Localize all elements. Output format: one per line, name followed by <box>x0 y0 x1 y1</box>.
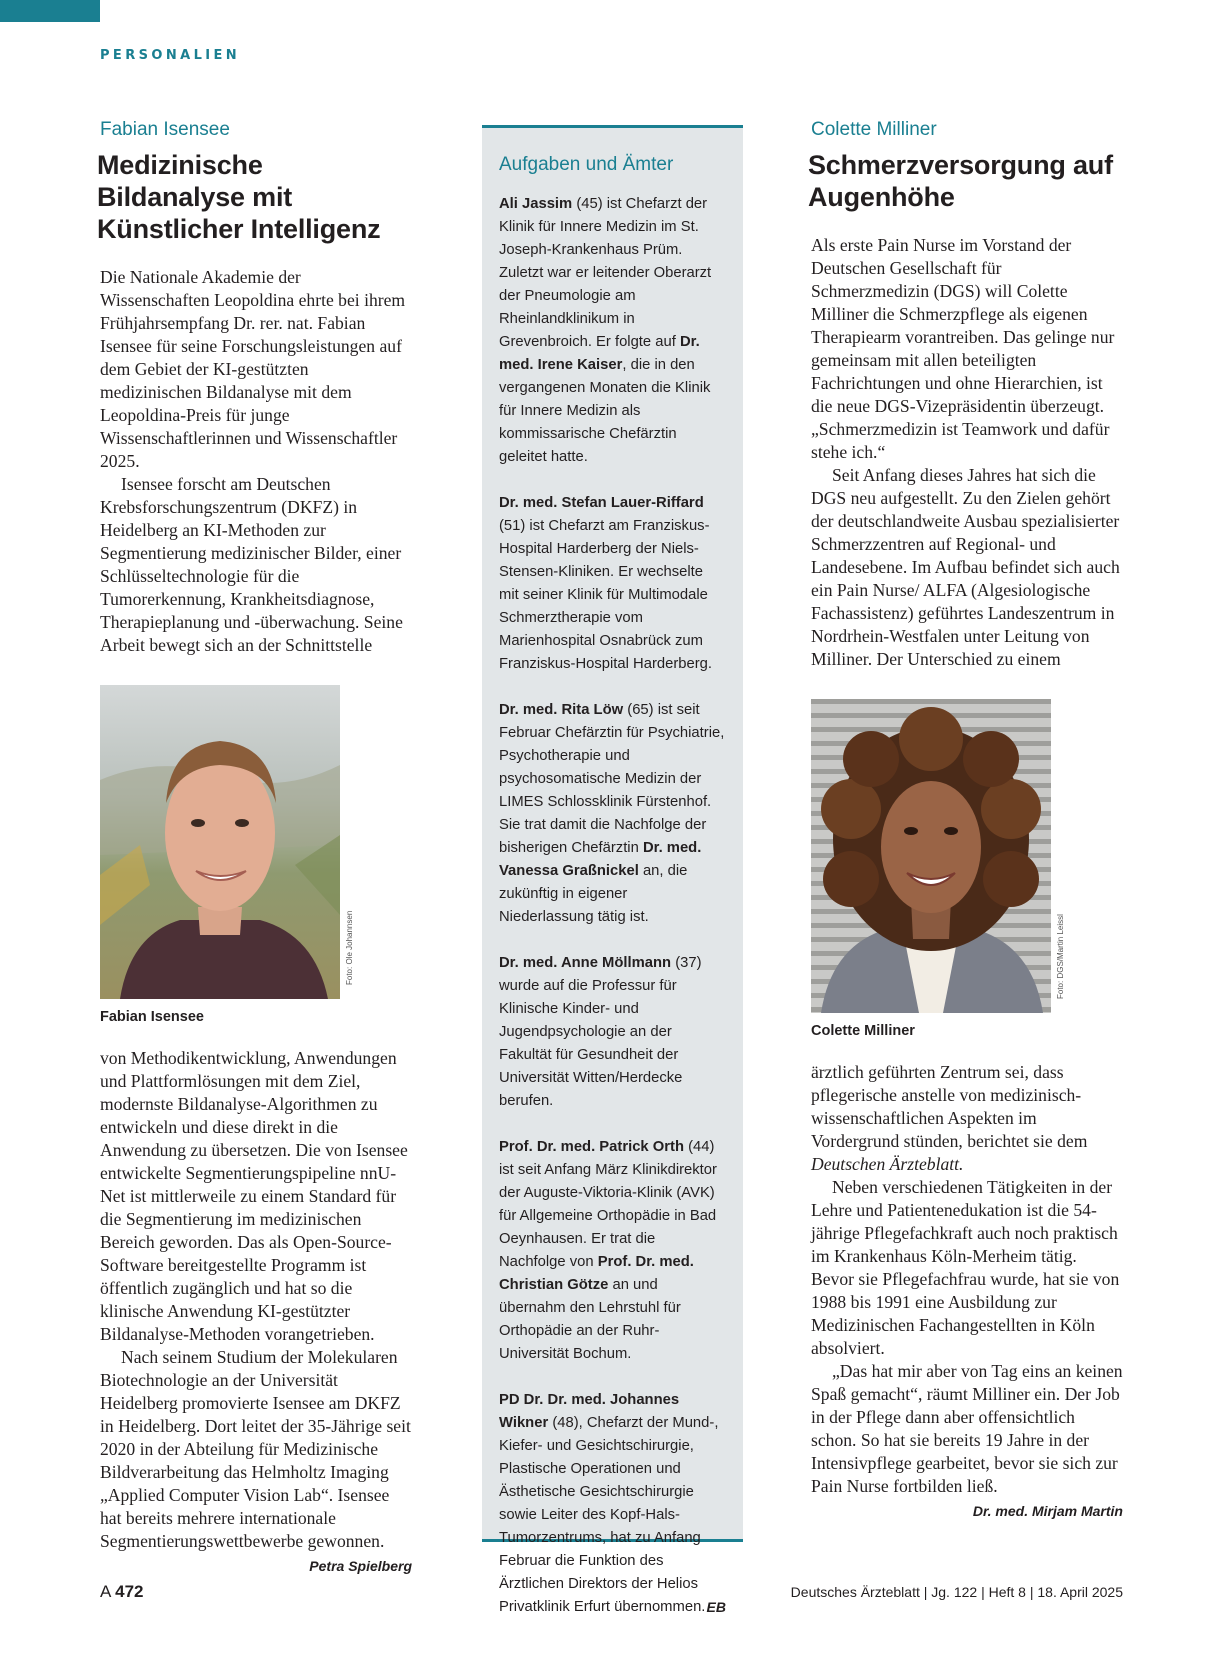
person-name: PD Dr. Dr. med. Johannes Wikner <box>499 1392 680 1431</box>
person-name: Prof. Dr. med. Patrick Orth <box>499 1139 685 1155</box>
portrait-photo <box>811 699 1051 1013</box>
article-milliner <box>808 118 1123 1523</box>
appointment-entry <box>499 1389 726 1619</box>
article-body <box>811 234 1123 671</box>
entry-text: (48), Chefarzt der Mund-, Kiefer- und Gesichtschirurgie, Plastische Operationen und Ästhetische Gesichtschirurgie sowie Leiter des Kopf-Hals-Tumorzentrums, hat zu Anfang Februar die Funktion des Ärztlichen Direktors der Helios Privatklinik Erfurt übernommen. <box>499 1415 719 1615</box>
article-body-continued <box>100 1047 412 1574</box>
photo-credit: Foto: DGS/Martin Leissl <box>1056 914 1065 999</box>
sidebar-box <box>482 125 743 1615</box>
person-name: Dr. med. Irene Kaiser <box>499 334 700 373</box>
entry-text: , die in den vergangenen Monaten die Klinik für Innere Medizin als kommissarische Chefärztin geleitet hatte. <box>499 357 711 465</box>
person-name: Ali Jassim <box>499 196 573 212</box>
paragraph <box>811 1061 1123 1176</box>
appointment-entry <box>499 1136 726 1366</box>
photo-block <box>100 685 412 999</box>
appointment-entry <box>499 193 726 469</box>
paragraph: Als erste Pain Nurse im Vorstand der Deutschen Gesellschaft für Schmerzmedizin (DGS) will Colette Milliner die Schmerzpflege als eigenen Therapiearm vorantreiben. Das gelinge nur gemeinsam mit allen beteiligten Fachrichtungen und ohne Hierarchien, ist die neue DGS-Vizepräsidentin überzeugt. „Schmerzmedizin ist Teamwork und dafür stehe ich.“ <box>811 235 1115 462</box>
page-number-value: 472 <box>115 1582 144 1601</box>
entry-text: (44) ist seit Anfang März Klinikdirektor der Auguste-Viktoria-Klinik (AVK) für Allgemeine Orthopädie in Bad Oeynhausen. Er trat die Nachfolge von <box>499 1139 717 1270</box>
person-name: Dr. med. Rita Löw <box>499 702 624 718</box>
author-byline: EB <box>706 1599 726 1615</box>
portrait-photo <box>100 685 340 999</box>
person-name: Prof. Dr. med. Christian Götze <box>499 1254 694 1293</box>
paragraph <box>100 1346 412 1574</box>
paragraph: Neben verschiedenen Tätigkeiten in der Lehre und Patientenedukation ist die 54-jährige Pflegefachkraft auch noch praktisch im Krankenhaus Köln-Merheim tätig. Bevor sie Pflegefachfrau wurde, hat sie von 1988 bis 1991 eine Ausbildung zur Medizinischen Fachangestellten in Köln absolviert. <box>811 1177 1120 1358</box>
appointment-entry <box>499 952 726 1113</box>
journal-info: Deutsches Ärzteblatt | Jg. 122 | Heft 8 | 18. April 2025 <box>790 1584 1123 1600</box>
entry-text: (65) ist seit Februar Chefärztin für Psychiatrie, Psychotherapie und psychosomatische Medizin der LIMES Schlossklinik Fürstenhof. Sie trat damit die Nachfolge der bisherigen Chefärztin <box>499 702 725 856</box>
paragraph-text: ärztlich geführten Zentrum sei, dass pflegerische anstelle von medizinisch-wissenschaftlichen Aspekten im Vordergrund stünden, berichtet sie dem <box>811 1062 1088 1151</box>
appointment-entry <box>499 699 726 929</box>
entry-text: (37) wurde auf die Professur für Klinische Kinder- und Jugendpsychologie an der Fakultät für Gesundheit der Universität Witten/Herdecke berufen. <box>499 955 702 1109</box>
author-byline: Dr. med. Mirjam Martin <box>972 1503 1123 1519</box>
person-name: Dr. med. Vanessa Graßnickel <box>499 840 702 879</box>
photo-credit: Foto: Ole Johannsen <box>345 910 354 985</box>
photo-caption: Colette Milliner <box>811 1023 915 1039</box>
paragraph: Isensee forscht am Deutschen Krebsforschungszentrum (DKFZ) in Heidelberg an KI-Methoden zur Segmentierung medizinischer Bilder, einer Schlüsseltechnologie für die Tumorerkennung, Krankheitsdiagnose, Therapieplanung und -überwachung. Seine Arbeit bewegt sich an der Schnittstelle <box>100 474 403 655</box>
appointment-entry <box>499 492 726 676</box>
paragraph: von Methodikentwicklung, Anwendungen und Plattformlösungen mit dem Ziel, modernste Bildanalyse-Algorithmen zu entwickeln und diese direkt in die Anwendung zu übersetzen. Die von Isensee entwickelte Segmentierungspipeline nnU-Net ist mittlerweile zu einem Standard für die Segmentierung im medizinischen Bereich geworden. Das als Open-Source-Software bereitgestellte Programm ist öffentlich zugänglich und hat so die klinische Anwendung KI-gestützter Bildanalyse-Methoden vorangetrieben. <box>100 1048 408 1344</box>
person-name: Dr. med. Stefan Lauer-Riffard <box>499 495 704 511</box>
paragraph-text: Nach seinem Studium der Molekularen Biotechnologie an der Universität Heidelberg promovierte Isensee am DKFZ in Heidelberg. Dort leitet der 35-Jährige seit 2020 in der Abteilung für Medizinische Bildverarbeitung das Helmholtz Imaging „Applied Computer Vision Lab“. Isensee hat bereits mehrere internationale Segmentierungswettbewerbe gewonnen. <box>100 1347 411 1551</box>
article-headline: Schmerzversorgung auf Augenhöhe <box>808 150 1113 212</box>
paragraph: Seit Anfang dieses Jahres hat sich die DGS neu aufgestellt. Zu den Zielen gehört der deutschlandweite Ausbau spezialisierter Schmerzzentren auf Regional- und Landesebene. Im Aufbau befindet sich auch ein Pain Nurse/ ALFA (Algesiologische Fachassistenz) geführtes Landeszentrum in Nordrhein-Westfalen unter Leitung von Milliner. Der Unterschied zu einem <box>811 465 1120 669</box>
article-body <box>100 266 412 657</box>
article-headline: Medizinische Bildanalyse mit Künstlicher Intelligenz <box>97 150 381 244</box>
article-body-continued <box>811 1061 1123 1519</box>
article-kicker: Colette Milliner <box>811 119 937 140</box>
person-name: Dr. med. Anne Möllmann <box>499 955 672 971</box>
entry-text: (45) ist Chefarzt der Klinik für Innere Medizin im St. Joseph-Krankenhaus Prüm. Zuletzt war er leitender Oberarzt der Pneumologie am Rheinlandklinikum in Grevenbroich. Er folgte auf <box>499 196 712 350</box>
paragraph-text: „Das hat mir aber von Tag eins an keinen Spaß gemacht“, räumt Milliner ein. Der Job in der Pflege dann aber offensichtlich schon. So hat sie bereits 19 Jahre in der Intensivpflege gearbeitet, bevor sie sich zur Pain Nurse fortbilden ließ. <box>811 1361 1123 1496</box>
article-isensee <box>97 118 412 1578</box>
photo-block <box>811 699 1123 1013</box>
author-byline: Petra Spielberg <box>309 1558 412 1574</box>
entry-text: an und übernahm den Lehrstuhl für Orthopädie an der Ruhr-Universität Bochum. <box>499 1277 681 1362</box>
accent-bar <box>0 0 100 22</box>
entry-text: (51) ist Chefarzt am Franziskus-Hospital Harderberg der Niels-Stensen-Kliniken. Er wechselte mit seiner Klinik für Multimodale Schmerztherapie vom Marienhospital Osnabrück zum Franziskus-Hospital Harderberg. <box>499 518 712 672</box>
publication-name: Deutschen Ärzteblatt. <box>811 1154 964 1174</box>
entry-text: an, die zukünftig in eigener Niederlassung tätig ist. <box>499 863 688 925</box>
paragraph <box>811 1360 1123 1519</box>
section-label: PERSONALIEN <box>100 48 241 63</box>
page-prefix: A <box>100 1582 111 1601</box>
sidebar-title: Aufgaben und Ämter <box>499 154 674 175</box>
article-kicker: Fabian Isensee <box>100 119 230 140</box>
paragraph: Die Nationale Akademie der Wissenschaften Leopoldina ehrte bei ihrem Frühjahrsempfang Dr. rer. nat. Fabian Isensee für seine Forschungsleistungen auf dem Gebiet der KI-gestützten medizinischen Bildanalyse mit dem Leopoldina-Preis für junge Wissenschaftlerinnen und Wissenschaftler 2025. <box>100 267 406 471</box>
page-number <box>100 1582 144 1602</box>
photo-caption: Fabian Isensee <box>100 1009 204 1025</box>
